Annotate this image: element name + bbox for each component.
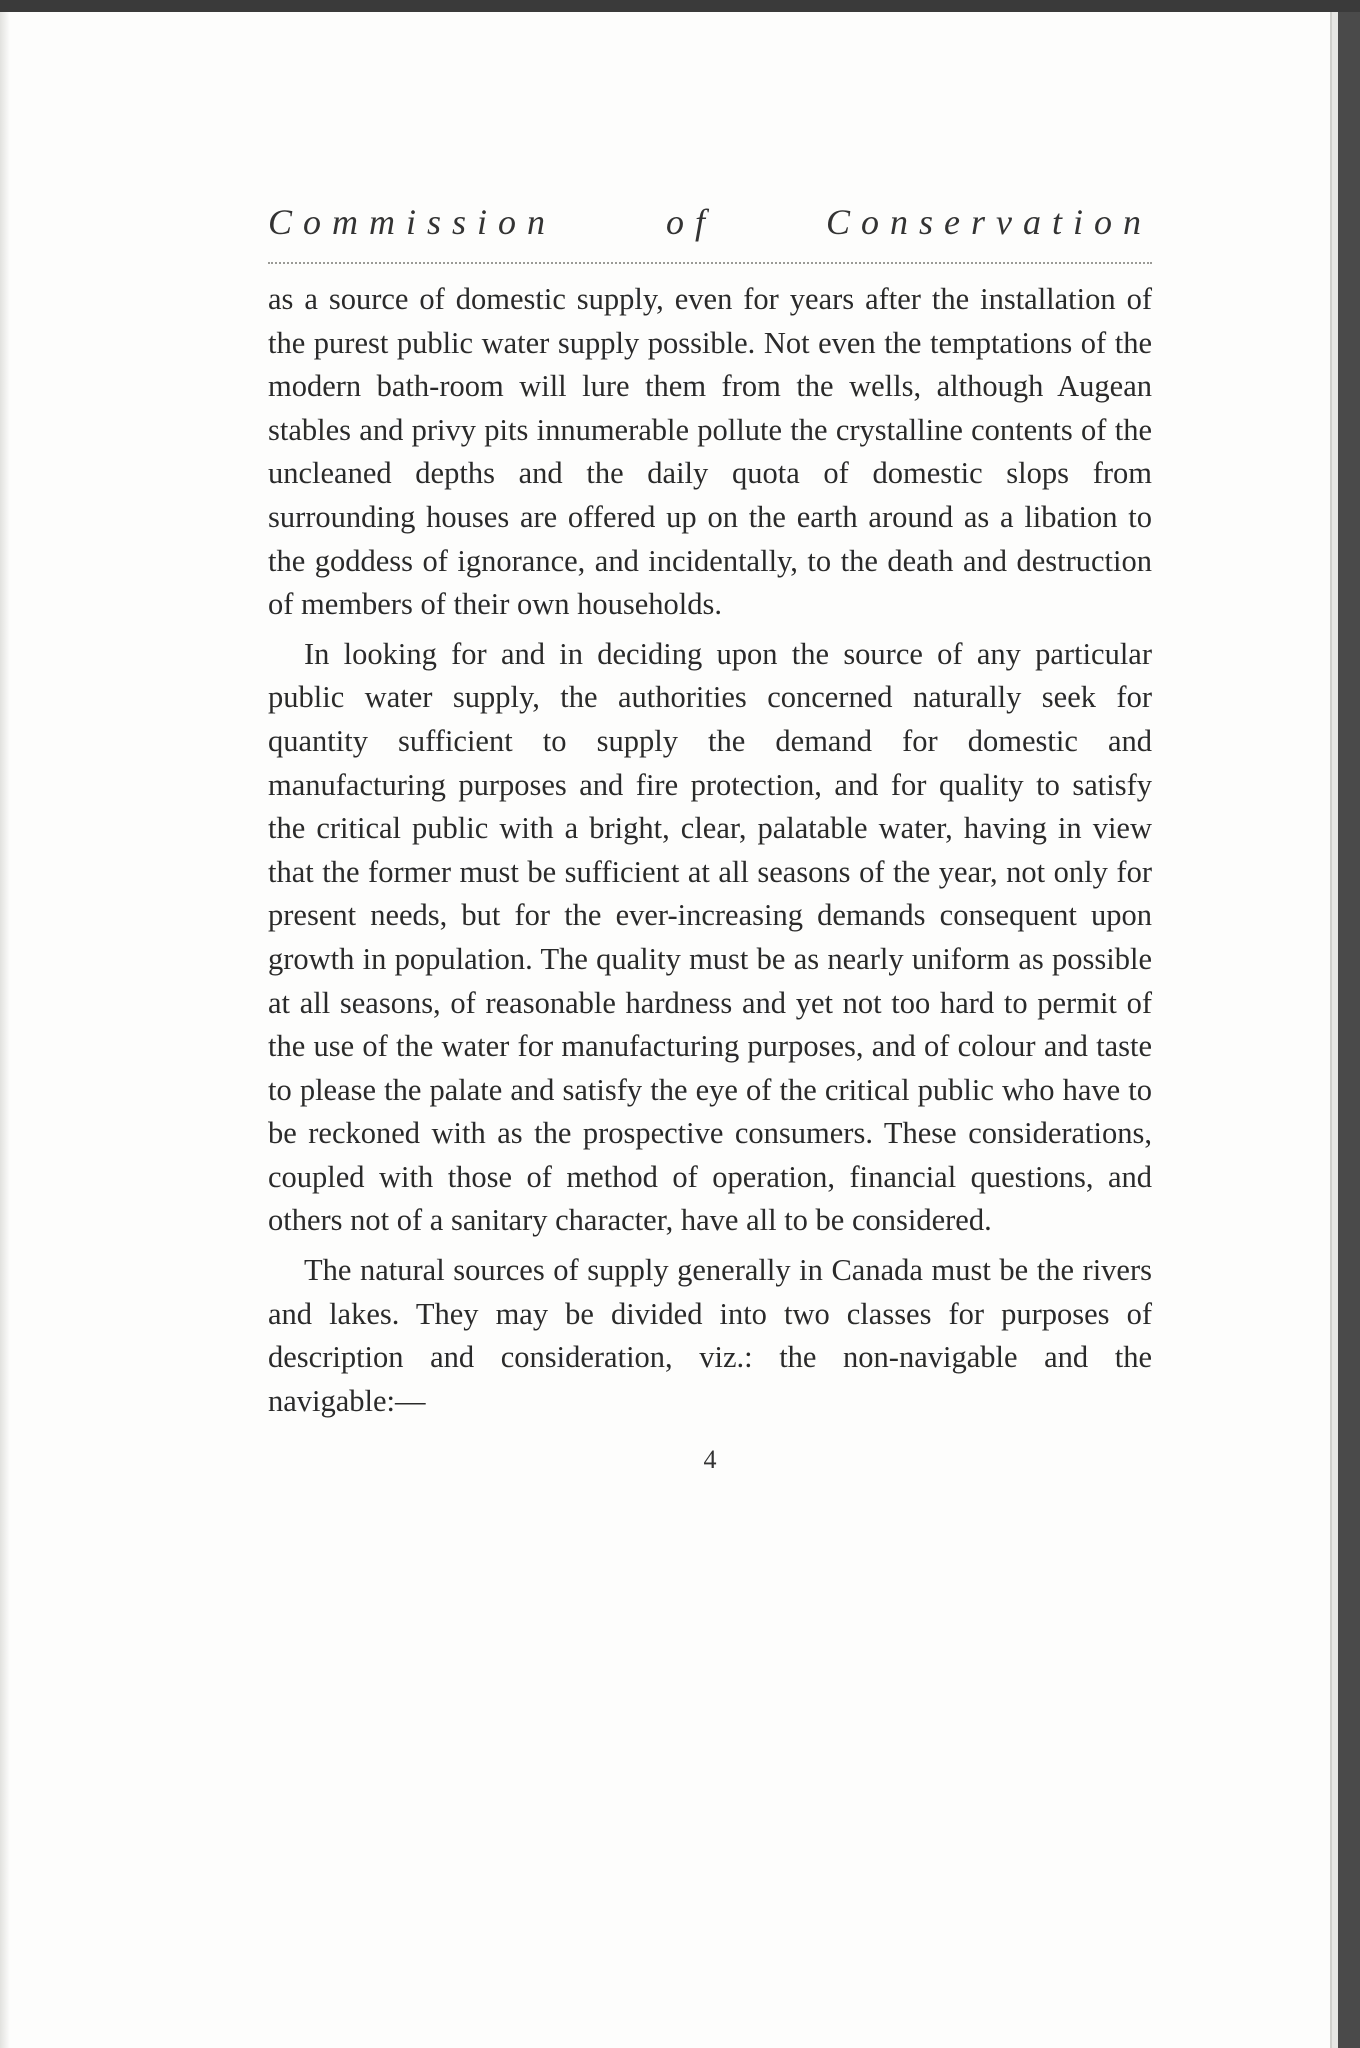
scan-right-border bbox=[1338, 12, 1360, 2048]
paragraph-natural-sources: The natural sources of supply generally in Canada must be the rivers and lakes. They may be divided into two classes for purposes of description and consideration, viz.: the non-navigable and the navigable:— bbox=[268, 1253, 1152, 1418]
scan-left-shadow bbox=[0, 12, 10, 2048]
running-head bbox=[268, 196, 1152, 248]
paragraph-water-supply: In looking for and in deciding upon the source of any particular public water supply, the authorities concerned naturally seek for quantity sufficient to supply the demand for domestic and manufacturing purposes and fire protection, and for quality to satisfy the critical public with a bright, clear, palatable water, having in view that the former must be sufficient at all seasons of the year, not only for present needs, but for the ever-increasing demands consequent upon growth in population. The quality must be as nearly uniform as possible at all seasons, of reasonable hardness and yet not too hard to permit of the use of the water for manufacturing purposes, and of colour and taste to please the palate and satisfy the eye of the critical public who have to be reckoned with as the prospective consumers. These considerations, coupled with those of method of operation, financial questions, and others not of a sanitary character, have all to be considered. bbox=[268, 636, 1152, 1238]
paragraph-continued: as a source of domestic supply, even for years after the installation of the purest public water supply possible. Not even the temptations of the modern bath-room will lure them from the wells, although Augean stables and privy pits innumerable pollute the crystalline contents of the uncleaned depths and the daily quota of domestic slops from surrounding houses are offered up on the earth around as a libation to the goddess of ignorance, and incidentally, to the death and destruction of members of their own households. bbox=[268, 282, 1152, 622]
page-number: 4 bbox=[703, 1445, 717, 1475]
scan-top-border bbox=[0, 0, 1360, 12]
running-head-middle: of bbox=[666, 202, 717, 242]
running-head-left: Commission bbox=[268, 202, 557, 242]
header-rule bbox=[268, 262, 1152, 264]
running-head-right: Conservation bbox=[825, 202, 1152, 242]
body-text bbox=[268, 278, 1152, 1423]
document-page bbox=[268, 196, 1152, 1475]
